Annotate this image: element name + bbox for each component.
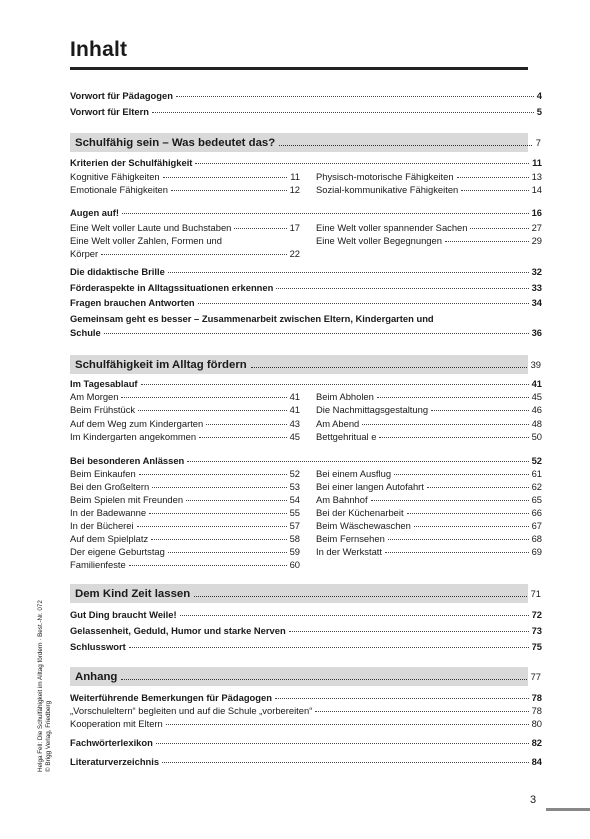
toc-entry: In der Badewanne 55 [70, 507, 300, 518]
toc-entry: Vorwort für Eltern 5 [70, 106, 542, 117]
toc-entry: Gut Ding braucht Weile! 72 [70, 609, 542, 620]
toc-entry: „Vorschuleltern“ begleiten und auf die Schule „vorbereiten“ 78 [70, 705, 542, 716]
toc-entry: Bei einem Ausflug 61 [316, 468, 542, 479]
toc-entry: Eine Welt voller Laute und Buchstaben 17 [70, 222, 300, 233]
toc-entry-wrap: Gemeinsam geht es besser – Zusammenarbeit zwischen Eltern, Kindergarten und [70, 313, 434, 324]
toc-entry: Familienfeste 60 [70, 559, 300, 570]
toc-entry-wrap: Eine Welt voller Zahlen, Formen und [70, 235, 222, 246]
toc-entry: Beim Frühstück 41 [70, 404, 300, 415]
toc-entry: Die didaktische Brille 32 [70, 266, 542, 277]
toc-entry: Auf dem Spielplatz 58 [70, 533, 300, 544]
toc-entry: Beim Spielen mit Freunden 54 [70, 494, 300, 505]
toc-entry: Förderaspekte in Alltagssituationen erkennen 33 [70, 282, 542, 293]
toc-entry: Sozial-kommunikative Fähigkeiten 14 [316, 184, 542, 195]
toc-entry: Schlusswort 75 [70, 641, 542, 652]
toc-entry: Beim Fernsehen 68 [316, 533, 542, 544]
toc-entry: Vorwort für Pädagogen 4 [70, 90, 542, 101]
toc-entry: Am Abend 48 [316, 418, 542, 429]
toc-entry: Im Tagesablauf 41 [70, 378, 542, 389]
toc-entry: Beim Abholen 45 [316, 391, 542, 402]
toc-entry: Physisch-motorische Fähigkeiten 13 [316, 171, 542, 182]
toc-entry: Auf dem Weg zum Kindergarten 43 [70, 418, 300, 429]
toc-entry: Emotionale Fähigkeiten 12 [70, 184, 300, 195]
toc-entry: Weiterführende Bemerkungen für Pädagogen 78 [70, 692, 542, 703]
toc-entry: Bei der Küchenarbeit 66 [316, 507, 542, 518]
section-heading: Schulfähig sein – Was bedeutet das? 7 [70, 133, 528, 152]
toc-entry: Fachwörterlexikon 82 [70, 737, 542, 748]
toc-entry: Bei den Großeltern 53 [70, 481, 300, 492]
toc-entry: Beim Einkaufen 52 [70, 468, 300, 479]
toc-entry: Gelassenheit, Geduld, Humor und starke Nerven 73 [70, 625, 542, 636]
toc-entry: Bettgehritual e 50 [316, 431, 542, 442]
toc-entry: Beim Wäschewaschen 67 [316, 520, 542, 531]
toc-entry: Literaturverzeichnis 84 [70, 756, 542, 767]
toc-entry: Kooperation mit Eltern 80 [70, 718, 542, 729]
toc-entry: Am Bahnhof 65 [316, 494, 542, 505]
toc-entry: In der Bücherei 57 [70, 520, 300, 531]
section-heading: Schulfähigkeit im Alltag fördern 39 [70, 355, 528, 374]
toc-entry: Bei besonderen Anlässen 52 [70, 455, 542, 466]
toc-entry: Am Morgen 41 [70, 391, 300, 402]
toc-entry: Die Nachmittagsgestaltung 46 [316, 404, 542, 415]
side-credit-line2: © Brigg Verlag, Friedberg [45, 700, 52, 772]
page-number: 3 [530, 794, 537, 806]
side-credit-line1: Helga Fell: Die Schulfähigkeit im Alltag fördern · Best.-Nr. 072 [37, 600, 44, 772]
toc-entry: Im Kindergarten angekommen 45 [70, 431, 300, 442]
toc-entry: Der eigene Geburtstag 59 [70, 546, 300, 557]
section-heading: Anhang 77 [70, 667, 528, 686]
section-heading: Dem Kind Zeit lassen 71 [70, 584, 528, 603]
toc-entry: Eine Welt voller Begegnungen 29 [316, 235, 542, 246]
toc-entry: Schule 36 [70, 327, 542, 338]
page-title: Inhalt [70, 38, 128, 61]
toc-entry: Kognitive Fähigkeiten 11 [70, 171, 300, 182]
toc-entry: Fragen brauchen Antworten 34 [70, 297, 542, 308]
page-number-bar [546, 808, 590, 811]
toc-entry: Augen auf! 16 [70, 207, 542, 218]
toc-entry: Bei einer langen Autofahrt 62 [316, 481, 542, 492]
toc-entry: Kriterien der Schulfähigkeit 11 [70, 157, 542, 168]
toc-entry: In der Werkstatt 69 [316, 546, 542, 557]
toc-entry: Eine Welt voller spannender Sachen 27 [316, 222, 542, 233]
toc-entry: Körper 22 [70, 248, 300, 259]
title-rule [70, 67, 528, 70]
